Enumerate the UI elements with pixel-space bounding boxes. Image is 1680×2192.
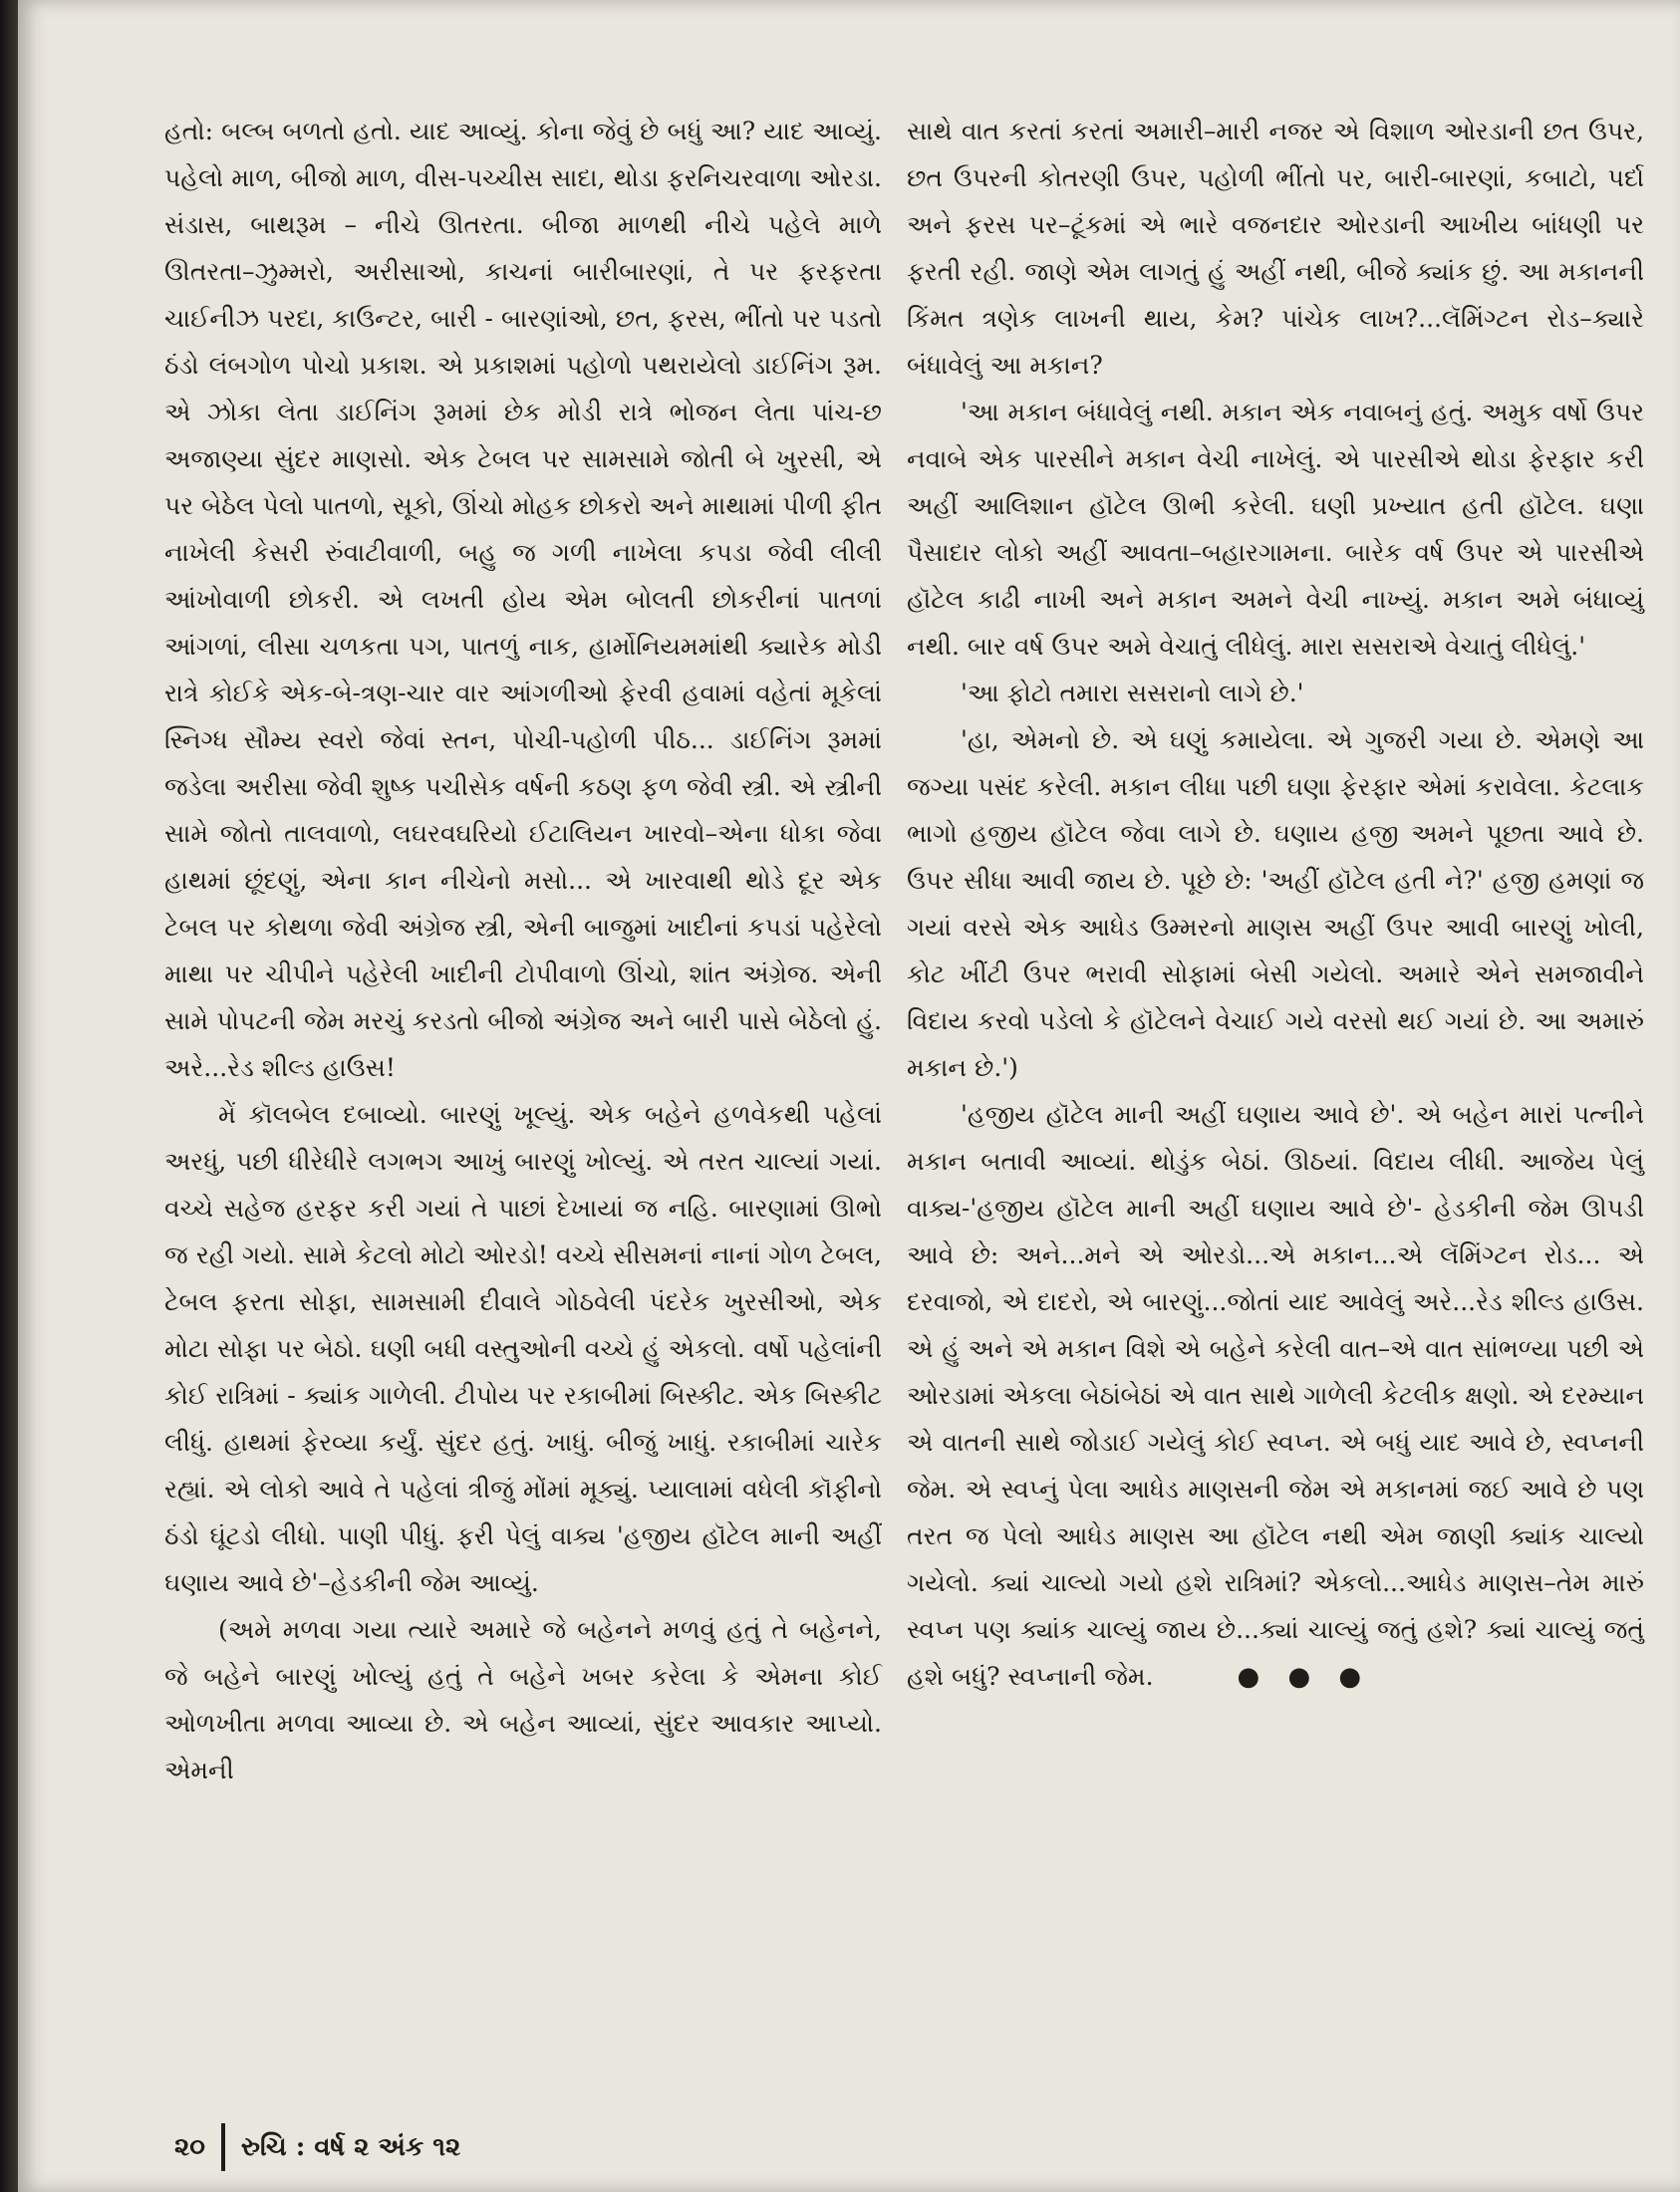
paragraph: મેં કૉલબેલ દબાવ્યો. બારણું ખૂલ્યું. એક બહેને હળવેકથી પહેલાં અરધું, પછી ધીરેધીરે લગભગ આખું બારણું ખોલ્યું. એ તરત ચાલ્યાં ગયાં. વચ્ચે સહેજ હરફર કરી ગયાં તે પાછાં દેખાયાં જ નહિ. બારણામાં ઊભો જ રહી ગયો. સામે કેટલો મોટો ઓરડો! વચ્ચે સીસમનાં નાનાં ગોળ ટેબલ, ટેબલ ફરતા સોફા, સામસામી દીવાલે ગોઠવેલી પંદરેક ખુરસીઓ, એક મોટા સોફા પર બેઠો. ઘણી બધી વસ્તુઓની વચ્ચે હું એકલો. વર્ષો પહેલાંની કોઈ રાત્રિમાં - ક્યાંક ગાળેલી. ટીપોય પર રકાબીમાં બિસ્કીટ. એક બિસ્કીટ લીધું. હાથમાં ફેરવ્યા કર્યું. સુંદર હતું. ખાધું. બીજું ખાધું. રકાબીમાં ચારેક રહ્યાં. એ લોકો આવે તે પહેલાં ત્રીજું મોંમાં મૂક્યું. પ્યાલામાં વધેલી કૉફીનો ઠંડો ઘૂંટડો લીધો. પાણી પીધું. ફરી પેલું વાક્ય 'હજીય હૉટેલ માની અહીં ઘણાય આવે છે'–હેડકીની જેમ આવ્યું. <box>164 1100 882 1597</box>
end-mark: ● ● ● <box>1237 1662 1372 1692</box>
page-number: ૨૦ <box>174 2131 205 2162</box>
binding-gutter <box>0 0 18 2192</box>
paragraph: 'હા, એમનો છે. એ ઘણું કમાયેલા. એ ગુજરી ગયા છે. એમણે આ જગ્યા પસંદ કરેલી. મકાન લીધા પછી ઘણા ફેરફાર એમાં કરાવેલા. કેટલાક ભાગો હજીય હૉટેલ જેવા લાગે છે. ઘણાય હજી અમને પૂછતા આવે છે. ઉપર સીધા આવી જાય છે. પૂછે છે: 'અહીં હૉટેલ હતી ને?' હજી હમણાં જ ગયાં વરસે એક આધેડ ઉમ્મરનો માણસ અહીં ઉપર આવી બારણું ખોલી, કોટ ખીંટી ઉપર ભરાવી સોફામાં બેસી ગયેલો. અમારે એને સમજાવીને વિદાય કરવો પડેલો કે હૉટેલને વેચાઈ ગયે વરસો થઈ ગયાં છે. આ અમારું મકાન છે.') <box>907 725 1644 1082</box>
paragraph: (અમે મળવા ગયા ત્યારે અમારે જે બહેનને મળવું હતું તે બહેનને, જે બહેને બારણું ખોલ્યું હતું તે બહેને ખબર કરેલા કે એમના કોઈ ઓળખીતા મળવા આવ્યા છે. એ બહેન આવ્યાં, સુંદર આવકાર આપ્યો. એમની <box>164 1615 882 1784</box>
right-column <box>907 108 1644 1701</box>
page-footer <box>174 2122 460 2172</box>
left-column <box>164 108 882 1793</box>
paragraph: 'આ ફોટો તમારા સસરાનો લાગે છે.' <box>961 679 1304 707</box>
paragraph: 'આ મકાન બંધાવેલું નથી. મકાન એક નવાબનું હતું. અમુક વર્ષો ઉપર નવાબે એક પારસીને મકાન વેચી નાખેલું. એ પારસીએ થોડા ફેરફાર કરી અહીં આલિશાન હૉટેલ ઊભી કરેલી. ઘણી પ્રખ્યાત હતી હૉટેલ. ઘણા પૈસાદાર લોકો અહીં આવતા–બહારગામના. બારેક વર્ષ ઉપર એ પારસીએ હૉટેલ કાઢી નાખી અને મકાન અમને વેચી નાખ્યું. મકાન અમે બંધાવ્યું નથી. બાર વર્ષ ઉપર અમે વેચાતું લીધેલું. મારા સસરાએ વેચાતું લીધેલું.' <box>907 398 1644 661</box>
paragraph: હતો: બલ્બ બળતો હતો. યાદ આવ્યું. કોના જેવું છે બધું આ? યાદ આવ્યું. પહેલો માળ, બીજો માળ, વીસ-પચ્ચીસ સાદા, થોડા ફરનિચરવાળા ઓરડા. સંડાસ, બાથરૂમ – નીચે ઊતરતા. બીજા માળથી નીચે પહેલે માળે ઊતરતા–ઝુમ્મરો, અરીસાઓ, કાચનાં બારીબારણાં, તે પર ફરફરતા ચાઈનીઝ પરદા, કાઉન્ટર, બારી - બારણાંઓ, છત, ફરસ, ભીંતો પર પડતો ઠંડો લંબગોળ પોચો પ્રકાશ. એ પ્રકાશમાં પહોળો પથરાયેલો ડાઈનિંગ રૂમ. એ ઝોકા લેતા ડાઈનિંગ રૂમમાં છેક મોડી રાત્રે ભોજન લેતા પાંચ-છ અજાણ્યા સુંદર માણસો. એક ટેબલ પર સામસામે જોતી બે ખુરસી, એ પર બેઠેલ પેલો પાતળો, સૂકો, ઊંચો મોહક છોકરો અને માથામાં પીળી ફીત નાખેલી કેસરી રુંવાટીવાળી, બહુ જ ગળી નાખેલા કપડા જેવી લીલી આંખોવાળી છોકરી. એ લખતી હોય એમ બોલતી છોકરીનાં પાતળાં આંગળાં, લીસા ચળકતા પગ, પાતળું નાક, હાર્મોનિયમમાંથી ક્યારેક મોડી રાત્રે કોઈકે એક-બે-ત્રણ-ચાર વાર આંગળીઓ ફેરવી હવામાં વહેતાં મૂકેલાં સ્નિગ્ધ સૌમ્ય સ્વરો જેવાં સ્તન, પોચી-પહોળી પીઠ... ડાઈનિંગ રૂમમાં જડેલા અરીસા જેવી શુષ્ક પચીસેક વર્ષની કઠણ ફળ જેવી સ્ત્રી. એ સ્ત્રીની સામે જોતો તાલવાળો, લઘરવઘરિયો ઈટાલિયન ખારવો–એના ધોકા જેવા હાથમાં છૂંદણું, એના કાન નીચેનો મસો... એ ખારવાથી થોડે દૂર એક ટેબલ પર કોથળા જેવી અંગ્રેજ સ્ત્રી, એની બાજુમાં ખાદીનાં કપડાં પહેરેલો માથા પર ચીપીને પહેરેલી ખાદીની ટોપીવાળો ઊંચો, શાંત અંગ્રેજ. એની સામે પોપટની જેમ મરચું કરડતો બીજો અંગ્રેજ અને બારી પાસે બેઠેલો હું. અરે...રેડ શીલ્ડ હાઉસ! <box>164 117 882 1082</box>
magazine-issue: રુચિ : વર્ષ ૨ અંક ૧૨ <box>240 2131 461 2162</box>
paragraph-text: 'હજીય હૉટેલ માની અહીં ઘણાય આવે છે'. એ બહેન મારાં પત્નીને મકાન બતાવી આવ્યાં. થોડુંક બેઠાં. ઊઠયાં. વિદાય લીધી. આજેય પેલું વાક્ય-'હજીય હૉટેલ માની અહીં ઘણાય આવે છે'- હેડકીની જેમ ઊપડી આવે છે: અને...મને એ ઓરડો...એ મકાન...એ લૅમિંગ્ટન રોડ... એ દરવાજો, એ દાદરો, એ બારણું...જોતાં યાદ આવેલું અરે...રેડ શીલ્ડ હાઉસ. એ હું અને એ મકાન વિશે એ બહેને કરેલી વાત–એ વાત સાંભળ્યા પછી એ ઓરડામાં એકલા બેઠાંબેઠાં એ વાત સાથે ગાળેલી કેટલીક ક્ષણો. એ દરમ્યાન એ વાતની સાથે જોડાઈ ગયેલું કોઈ સ્વપ્ન. એ બધું યાદ આવે છે, સ્વપ્નની જેમ. એ સ્વપ્નું પેલા આધેડ માણસની જેમ એ મકાનમાં જઈ આવે છે પણ તરત જ પેલો આધેડ માણસ આ હૉટેલ નથી એમ જાણી ક્યાંક ચાલ્યો ગયેલો. ક્યાં ચાલ્યો ગયો હશે રાત્રિમાં? એકલો...આધેડ માણસ–તેમ મારું સ્વપ્ન પણ ક્યાંક ચાલ્યું જાય છે...ક્યાં ચાલ્યું જતું હશે? ક્યાં ચાલ્યું જતું હશે બધું? સ્વપ્નાની જેમ. <box>907 1100 1644 1691</box>
paragraph <box>907 1091 1644 1701</box>
footer-divider <box>221 2123 225 2171</box>
paragraph: સાથે વાત કરતાં કરતાં અમારી–મારી નજર એ વિશાળ ઓરડાની છત ઉપર, છત ઉપરની કોતરણી ઉપર, પહોળી ભીંતો પર, બારી-બારણાં, કબાટો, પર્દા અને ફરસ પર–ટૂંકમાં એ ભારે વજનદાર ઓરડાની આખીય બાંધણી પર ફરતી રહી. જાણે એમ લાગતું હું અહીં નથી, બીજે ક્યાંક છું. આ મકાનની કિંમત ત્રણેક લાખની થાય, કેમ? પાંચેક લાખ?...લૅમિંગ્ટન રોડ–ક્યારે બંધાવેલું આ મકાન? <box>907 117 1644 380</box>
